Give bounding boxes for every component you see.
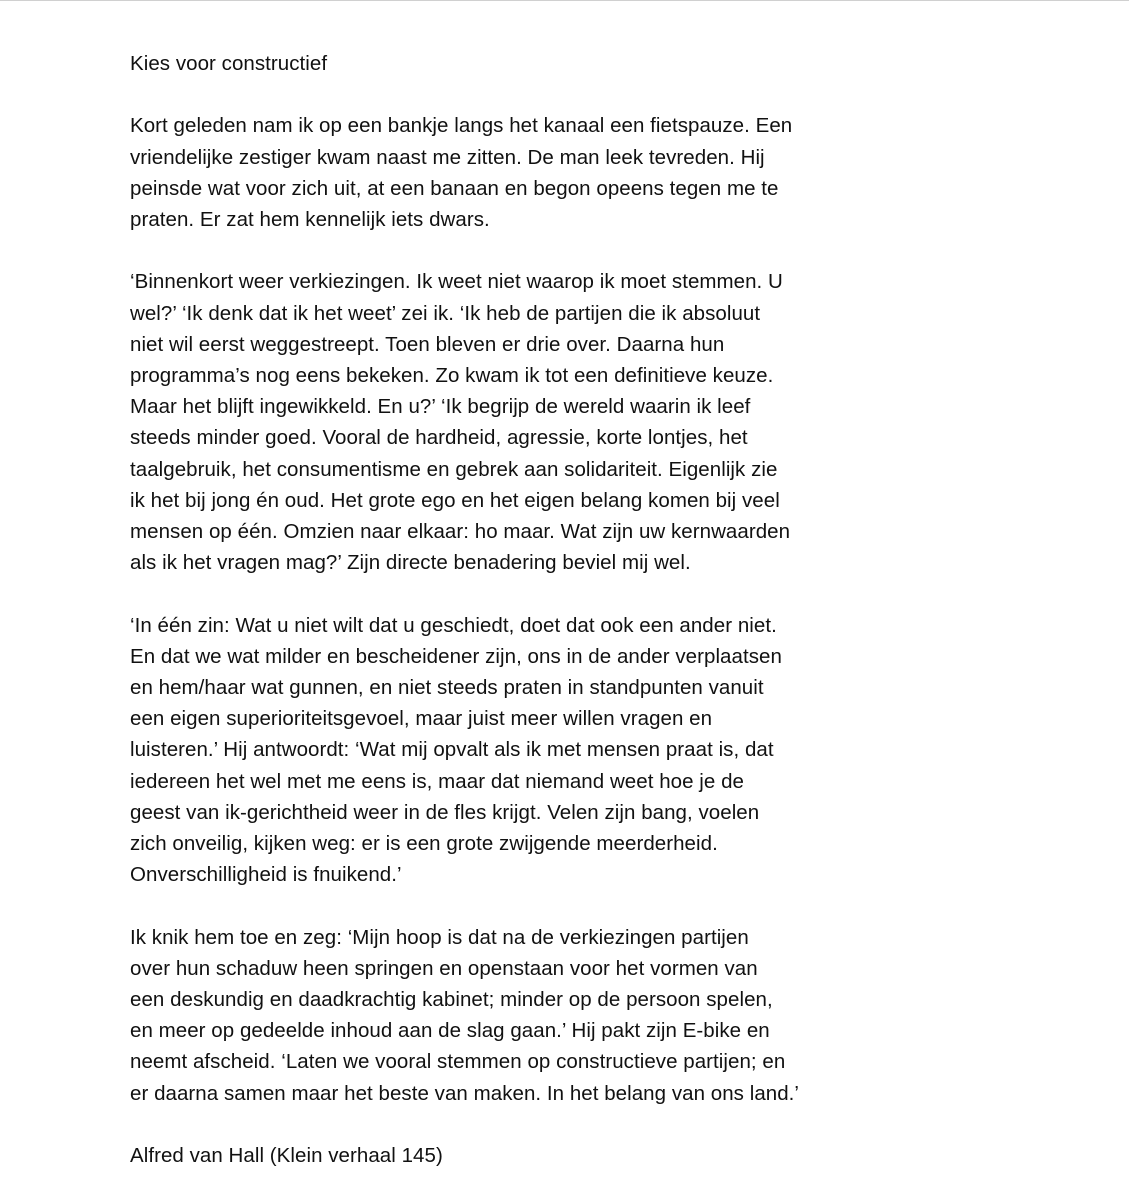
text-line: neemt afscheid. ‘Laten we vooral stemmen op constructieve partijen; en [130,1050,786,1074]
text-line: Onverschilligheid is fnuikend.’ [130,863,402,887]
text-line: niet wil eerst weggestreept. Toen bleven er drie over. Daarna hun [130,332,725,356]
author-signature: Alfred van Hall (Klein verhaal 145) [130,1144,443,1168]
text-line: Ik knik hem toe en zeg: ‘Mijn hoop is dat na de verkiezingen partijen [130,925,749,949]
text-line: En dat we wat milder en bescheidener zijn, ons in de ander verplaatsen [130,644,782,668]
document-body [130,48,820,1171]
text-line: ik het bij jong én oud. Het grote ego en het eigen belang komen bij veel [130,488,780,512]
text-line: steeds minder goed. Vooral de hardheid, agressie, korte lontjes, het [130,426,748,450]
text-line: Maar het blijft ingewikkeld. En u?’ ‘Ik begrijp de wereld waarin ik leef [130,395,751,419]
text-line: en meer op gedeelde inhoud aan de slag gaan.’ Hij pakt zijn E-bike en [130,1019,770,1043]
top-divider [0,0,1129,1]
text-line: luisteren.’ Hij antwoordt: ‘Wat mij opvalt als ik met mensen praat is, dat [130,738,774,762]
text-line: er daarna samen maar het beste van maken. In het belang van ons land.’ [130,1081,800,1105]
text-line: wel?’ ‘Ik denk dat ik het weet’ zei ik. ‘Ik heb de partijen die ik absoluut [130,301,761,325]
text-line: over hun schaduw heen springen en openstaan voor het vormen van [130,956,758,980]
text-line: een eigen superioriteitsgevoel, maar juist meer willen vragen en [130,707,713,731]
paragraph-2 [130,266,820,578]
text-line: iedereen het wel met me eens is, maar dat niemand weet hoe je de [130,769,744,793]
text-line: mensen op één. Omzien naar elkaar: ho maar. Wat zijn uw kernwaarden [130,520,791,544]
document-title: Kies voor constructief [130,52,328,75]
paragraph-4 [130,922,820,1109]
text-line: Kort geleden nam ik op een bankje langs het kanaal een fietspauze. Een [130,114,793,138]
text-line: taalgebruik, het consumentisme en gebrek aan solidariteit. Eigenlijk zie [130,457,778,481]
paragraph-3 [130,610,820,891]
text-line: en hem/haar wat gunnen, en niet steeds praten in standpunten vanuit [130,676,764,700]
text-line: een deskundig en daadkrachtig kabinet; minder op de persoon spelen, [130,988,773,1012]
text-line: zich onveilig, kijken weg: er is een grote zwijgende meerderheid. [130,832,718,856]
text-line: peinsde wat voor zich uit, at een banaan en begon opeens tegen me te [130,176,779,200]
text-line: ‘In één zin: Wat u niet wilt dat u geschiedt, doet dat ook een ander niet. [130,613,777,637]
text-line: praten. Er zat hem kennelijk iets dwars. [130,208,490,231]
text-line: ‘Binnenkort weer verkiezingen. Ik weet niet waarop ik moet stemmen. U [130,270,783,294]
text-line: vriendelijke zestiger kwam naast me zitten. De man leek tevreden. Hij [130,145,765,169]
text-line: als ik het vragen mag?’ Zijn directe benadering beviel mij wel. [130,551,691,575]
text-line: programma’s nog eens bekeken. Zo kwam ik tot een definitieve keuze. [130,364,774,387]
text-line: geest van ik-gerichtheid weer in de fles krijgt. Velen zijn bang, voelen [130,800,760,824]
paragraph-1 [130,110,820,235]
